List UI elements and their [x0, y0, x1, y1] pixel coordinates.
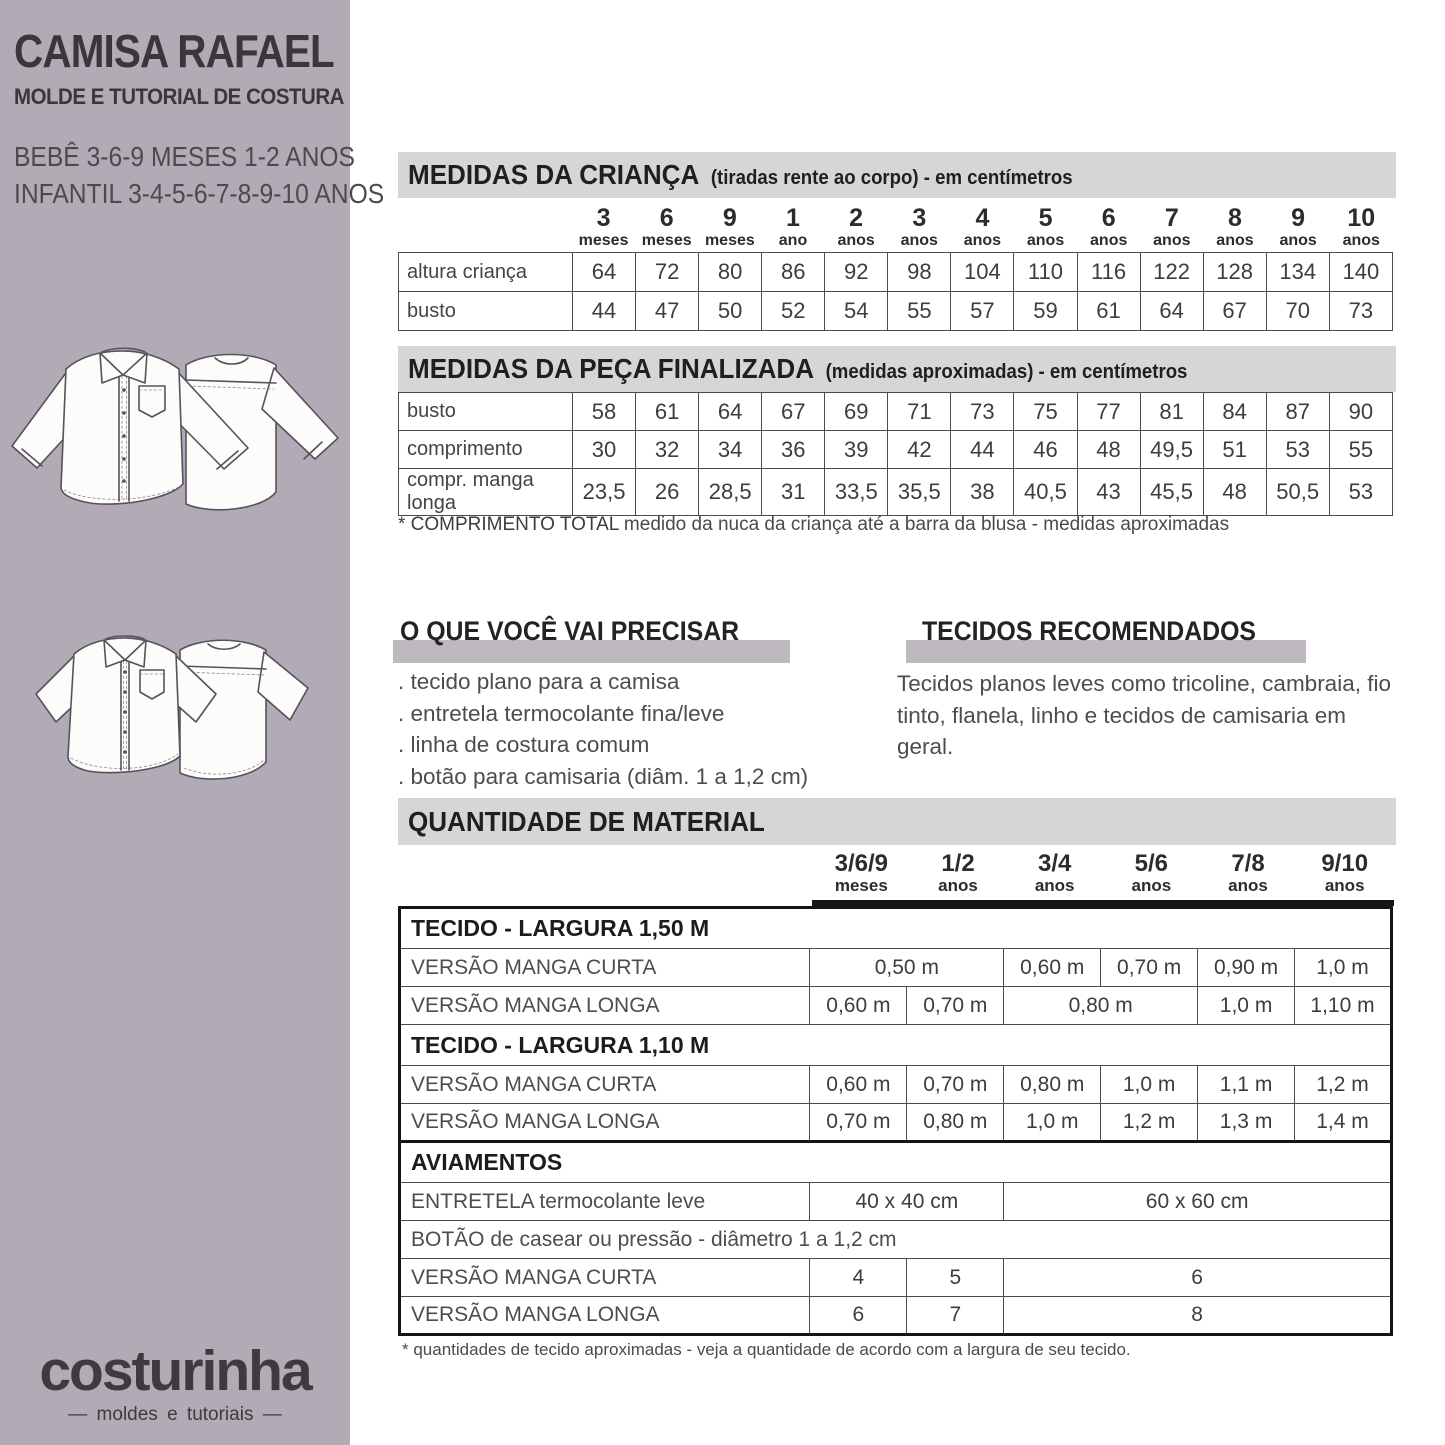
table-row [400, 987, 1392, 1025]
table-cell: 1,4 m [1295, 1104, 1392, 1142]
table-cell: 40 x 40 cm [810, 1183, 1004, 1221]
section-label: AVIAMENTOS [400, 1142, 1392, 1183]
size-column-number: 9 [722, 204, 737, 232]
supplies-list-item: . linha de costura comum [398, 732, 650, 757]
size-column-unit: anos [1090, 232, 1128, 249]
table-cell: 52 [762, 292, 825, 331]
size-column-number: 7 [1164, 204, 1179, 232]
table-cell: 0,70 m [1101, 949, 1198, 987]
table-cell: 0,60 m [1004, 949, 1101, 987]
table-cell: 98 [888, 253, 951, 292]
section-row [400, 908, 1392, 949]
size-column [951, 205, 1014, 249]
size-column [761, 205, 824, 249]
size-column-unit: anos [1279, 232, 1317, 249]
long-sleeve-shirt-illustration [0, 318, 350, 528]
row-label: BOTÃO de casear ou pressão - diâmetro 1 a 1,2 cm [400, 1221, 1392, 1259]
size-column [1077, 205, 1140, 249]
table-row [400, 1297, 1392, 1335]
row-label: VERSÃO MANGA LONGA [400, 1104, 810, 1142]
table-cell: 48 [1077, 431, 1140, 469]
size-column [1330, 205, 1393, 249]
table-cell: 0,70 m [907, 1066, 1004, 1104]
table-cell: 44 [951, 431, 1014, 469]
size-column-number: 3 [596, 204, 611, 232]
short-sleeve-shirt-illustration [18, 610, 332, 795]
table-cell: 0,80 m [1004, 987, 1198, 1025]
child-measurements-header [398, 152, 1396, 198]
table-row [399, 469, 1393, 516]
table-cell: 45,5 [1140, 469, 1203, 516]
table-cell: 0,70 m [907, 987, 1004, 1025]
brand-logo-wordmark: costurinha [39, 1339, 311, 1403]
table-row [400, 1183, 1392, 1221]
supplies-title-text: O QUE VOCÊ VAI PRECISAR [400, 616, 740, 646]
finished-measurements-note: (medidas aproximadas) - em centímetros [825, 361, 1188, 383]
table-cell: 36 [762, 431, 825, 469]
table-cell: 64 [573, 253, 636, 292]
table-cell: 1,1 m [1198, 1066, 1295, 1104]
table-cell: 35,5 [888, 469, 951, 516]
table-cell: 70 [1266, 292, 1329, 331]
size-column-number: 6 [1101, 204, 1116, 232]
size-range-line1: BEBÊ 3-6-9 MESES 1-2 ANOS [14, 141, 355, 172]
table-cell: 34 [699, 431, 762, 469]
table-cell: 104 [951, 253, 1014, 292]
size-column-number: 10 [1347, 204, 1376, 232]
table-cell: 72 [636, 253, 699, 292]
table-cell: 31 [762, 469, 825, 516]
size-column-number: 1 [786, 204, 800, 232]
size-column [1296, 851, 1393, 895]
row-label: busto [399, 292, 573, 331]
materials-table [398, 906, 1393, 1336]
size-column-number: 6 [659, 204, 674, 232]
size-column [888, 205, 951, 249]
size-column-number: 5 [1038, 204, 1053, 232]
row-label: comprimento [399, 431, 573, 469]
size-column-unit: meses [578, 232, 629, 249]
table-cell: 49,5 [1140, 431, 1203, 469]
size-column [1200, 851, 1297, 895]
table-cell: 58 [573, 393, 636, 431]
table-cell: 90 [1329, 393, 1392, 431]
size-column-unit: anos [1324, 876, 1365, 895]
size-column-unit: anos [1216, 232, 1254, 249]
table-cell: 73 [951, 393, 1014, 431]
table-cell: 80 [699, 253, 762, 292]
table-cell: 6 [810, 1297, 907, 1335]
table-cell: 38 [951, 469, 1014, 516]
table-cell: 0,60 m [810, 1066, 907, 1104]
size-column-unit: anos [1153, 232, 1191, 249]
section-row [400, 1025, 1392, 1066]
table-cell: 55 [1329, 431, 1392, 469]
size-column [1140, 205, 1203, 249]
supplies-list [398, 666, 808, 792]
table-cell: 64 [699, 393, 762, 431]
size-column [825, 205, 888, 249]
row-label: ENTRETELA termocolante leve [400, 1183, 810, 1221]
length-footnote-strong: * COMPRIMENTO TOTAL [398, 514, 619, 535]
table-cell: 87 [1266, 393, 1329, 431]
size-column-number: 5/6 [1134, 850, 1169, 877]
section-label: TECIDO - LARGURA 1,10 M [400, 1025, 1392, 1066]
size-range [14, 138, 435, 212]
table-cell: 134 [1266, 253, 1329, 292]
table-cell: 40,5 [1014, 469, 1077, 516]
size-column [635, 205, 698, 249]
table-row [400, 949, 1392, 987]
fabrics-title-text: TECIDOS RECOMENDADOS [922, 616, 1256, 646]
table-cell: 4 [810, 1259, 907, 1297]
table-row [399, 431, 1393, 469]
table-cell: 1,3 m [1198, 1104, 1295, 1142]
row-label: VERSÃO MANGA CURTA [400, 1066, 810, 1104]
table-cell: 53 [1266, 431, 1329, 469]
table-cell: 54 [825, 292, 888, 331]
table-cell: 32 [636, 431, 699, 469]
size-column [1203, 205, 1266, 249]
size-column-number: 8 [1228, 204, 1242, 232]
table-cell: 0,70 m [810, 1104, 907, 1142]
size-column [698, 205, 761, 249]
table-cell: 0,50 m [810, 949, 1004, 987]
row-label: VERSÃO MANGA CURTA [400, 1259, 810, 1297]
table-cell: 26 [636, 469, 699, 516]
size-column [1006, 851, 1103, 895]
size-column [1014, 205, 1077, 249]
pattern-subtitle-text: MOLDE E TUTORIAL DE COSTURA [14, 84, 344, 109]
size-column-number: 4 [975, 204, 990, 232]
table-row [399, 292, 1393, 331]
section-row [400, 1142, 1392, 1183]
table-row [399, 393, 1393, 431]
size-column-number: 3/6/9 [834, 850, 889, 877]
table-cell: 50,5 [1266, 469, 1329, 516]
size-column-unit: anos [837, 232, 875, 249]
material-quantity-title: QUANTIDADE DE MATERIAL [408, 805, 765, 837]
table-cell: 0,80 m [907, 1104, 1004, 1142]
brand-logo-tagline: — moldes e tutoriais — [68, 1404, 282, 1425]
size-column-number: 9 [1291, 204, 1306, 232]
table-cell: 1,10 m [1295, 987, 1392, 1025]
row-label: compr. manga longa [399, 469, 573, 516]
table-cell: 7 [907, 1297, 1004, 1335]
table-cell: 28,5 [699, 469, 762, 516]
size-column [1267, 205, 1330, 249]
table-cell: 33,5 [825, 469, 888, 516]
table-row [400, 1259, 1392, 1297]
table-cell: 6 [1004, 1259, 1392, 1297]
table-cell: 61 [636, 393, 699, 431]
table-cell: 140 [1329, 253, 1392, 292]
supplies-list-item: . botão para camisaria (diâm. 1 a 1,2 cm) [398, 763, 809, 789]
material-quantity-header [398, 798, 1396, 845]
table-cell: 67 [762, 393, 825, 431]
row-label: altura criança [399, 253, 573, 292]
size-column-number: 2 [849, 204, 864, 232]
table-cell: 61 [1077, 292, 1140, 331]
row-label: VERSÃO MANGA LONGA [400, 987, 810, 1025]
size-column-number: 1/2 [941, 850, 975, 877]
table-cell: 59 [1014, 292, 1077, 331]
table-cell: 1,0 m [1295, 949, 1392, 987]
table-cell: 30 [573, 431, 636, 469]
row-label: busto [399, 393, 573, 431]
table-cell: 128 [1203, 253, 1266, 292]
table-cell: 0,90 m [1198, 949, 1295, 987]
table-row [399, 253, 1393, 292]
size-column-unit: anos [963, 232, 1002, 249]
table-cell: 47 [636, 292, 699, 331]
finished-measurements-title: MEDIDAS DA PEÇA FINALIZADA [408, 353, 815, 384]
pattern-title [14, 24, 378, 78]
row-label: VERSÃO MANGA CURTA [400, 949, 810, 987]
table-cell: 1,0 m [1004, 1104, 1101, 1142]
length-footnote [398, 514, 1229, 536]
size-column-unit: anos [1342, 232, 1380, 249]
table-cell: 67 [1203, 292, 1266, 331]
table-cell: 1,2 m [1295, 1066, 1392, 1104]
size-column-number: 9/10 [1321, 850, 1369, 877]
size-column-unit: anos [900, 232, 938, 249]
fabrics-section-title [922, 616, 1285, 647]
finished-measurements-table [398, 392, 1393, 516]
table-cell: 48 [1203, 469, 1266, 516]
table-cell: 57 [951, 292, 1014, 331]
size-column-unit: anos [1026, 232, 1065, 249]
size-column-unit: meses [834, 876, 888, 895]
size-column [572, 205, 635, 249]
child-size-columns-header [572, 205, 1393, 249]
table-cell: 55 [888, 292, 951, 331]
table-cell: 44 [573, 292, 636, 331]
table-cell: 84 [1203, 393, 1266, 431]
size-column-unit: ano [778, 232, 808, 249]
table-cell: 73 [1329, 292, 1392, 331]
size-column-unit: anos [1228, 876, 1268, 895]
supplies-list-item: . entretela termocolante fina/leve [398, 700, 725, 726]
table-cell: 1,2 m [1101, 1104, 1198, 1142]
size-column-number: 3 [912, 204, 927, 232]
size-column-unit: meses [641, 232, 692, 249]
supplies-section-title [400, 616, 769, 647]
pattern-title-text: CAMISA RAFAEL [14, 25, 334, 77]
table-cell: 116 [1077, 253, 1140, 292]
child-measurements-note: (tiradas rente ao corpo) - em centímetros [710, 167, 1073, 189]
size-column-unit: anos [1131, 876, 1172, 895]
table-row [400, 1066, 1392, 1104]
sidebar [0, 0, 385, 1445]
table-cell: 50 [699, 292, 762, 331]
table-cell: 1,0 m [1198, 987, 1295, 1025]
table-cell: 39 [825, 431, 888, 469]
size-column [813, 851, 910, 895]
size-column-unit: meses [704, 232, 755, 249]
table-cell: 110 [1014, 253, 1077, 292]
table-cell: 23,5 [573, 469, 636, 516]
size-range-line2: INFANTIL 3-4-5-6-7-8-9-10 ANOS [14, 178, 385, 209]
table-cell: 75 [1014, 393, 1077, 431]
table-cell: 5 [907, 1259, 1004, 1297]
size-column [1103, 851, 1200, 895]
table-cell: 8 [1004, 1297, 1392, 1335]
table-cell: 77 [1077, 393, 1140, 431]
table-cell: 42 [888, 431, 951, 469]
table-cell: 64 [1140, 292, 1203, 331]
table-cell: 51 [1203, 431, 1266, 469]
row-label: VERSÃO MANGA LONGA [400, 1297, 810, 1335]
table-cell: 1,0 m [1101, 1066, 1198, 1104]
supplies-list-item: . tecido plano para a camisa [398, 669, 680, 694]
table-cell: 69 [825, 393, 888, 431]
length-footnote-rest: medido da nuca da criança até a barra da blusa - medidas aproximadas [618, 514, 1230, 535]
material-footnote: * quantidades de tecido aproximadas - veja a quantidade de acordo com a largura de seu tecido. [402, 1340, 1131, 1359]
table-cell: 71 [888, 393, 951, 431]
table-cell: 0,60 m [810, 987, 907, 1025]
table-row [400, 1104, 1392, 1142]
table-cell: 46 [1014, 431, 1077, 469]
table-row [400, 1221, 1392, 1259]
table-cell: 53 [1329, 469, 1392, 516]
table-cell: 0,80 m [1004, 1066, 1101, 1104]
size-column-number: 7/8 [1231, 850, 1265, 877]
size-column-number: 3/4 [1037, 850, 1072, 877]
child-measurements-table [398, 252, 1393, 331]
finished-measurements-header [398, 346, 1396, 392]
table-cell: 60 x 60 cm [1004, 1183, 1392, 1221]
pattern-subtitle [14, 84, 369, 110]
fabrics-paragraph: Tecidos planos leves como tricoline, cambraia, fio tinto, flanela, linho e tecidos de camisaria em geral. [897, 671, 1391, 759]
table-cell: 86 [762, 253, 825, 292]
size-column-unit: anos [938, 876, 978, 895]
section-label: TECIDO - LARGURA 1,50 M [400, 908, 1392, 949]
table-cell: 43 [1077, 469, 1140, 516]
table-cell: 81 [1140, 393, 1203, 431]
table-cell: 122 [1140, 253, 1203, 292]
size-column-unit: anos [1034, 876, 1075, 895]
child-measurements-title: MEDIDAS DA CRIANÇA [408, 159, 700, 190]
material-size-columns-header [813, 851, 1393, 895]
table-cell: 92 [825, 253, 888, 292]
size-column [910, 851, 1007, 895]
